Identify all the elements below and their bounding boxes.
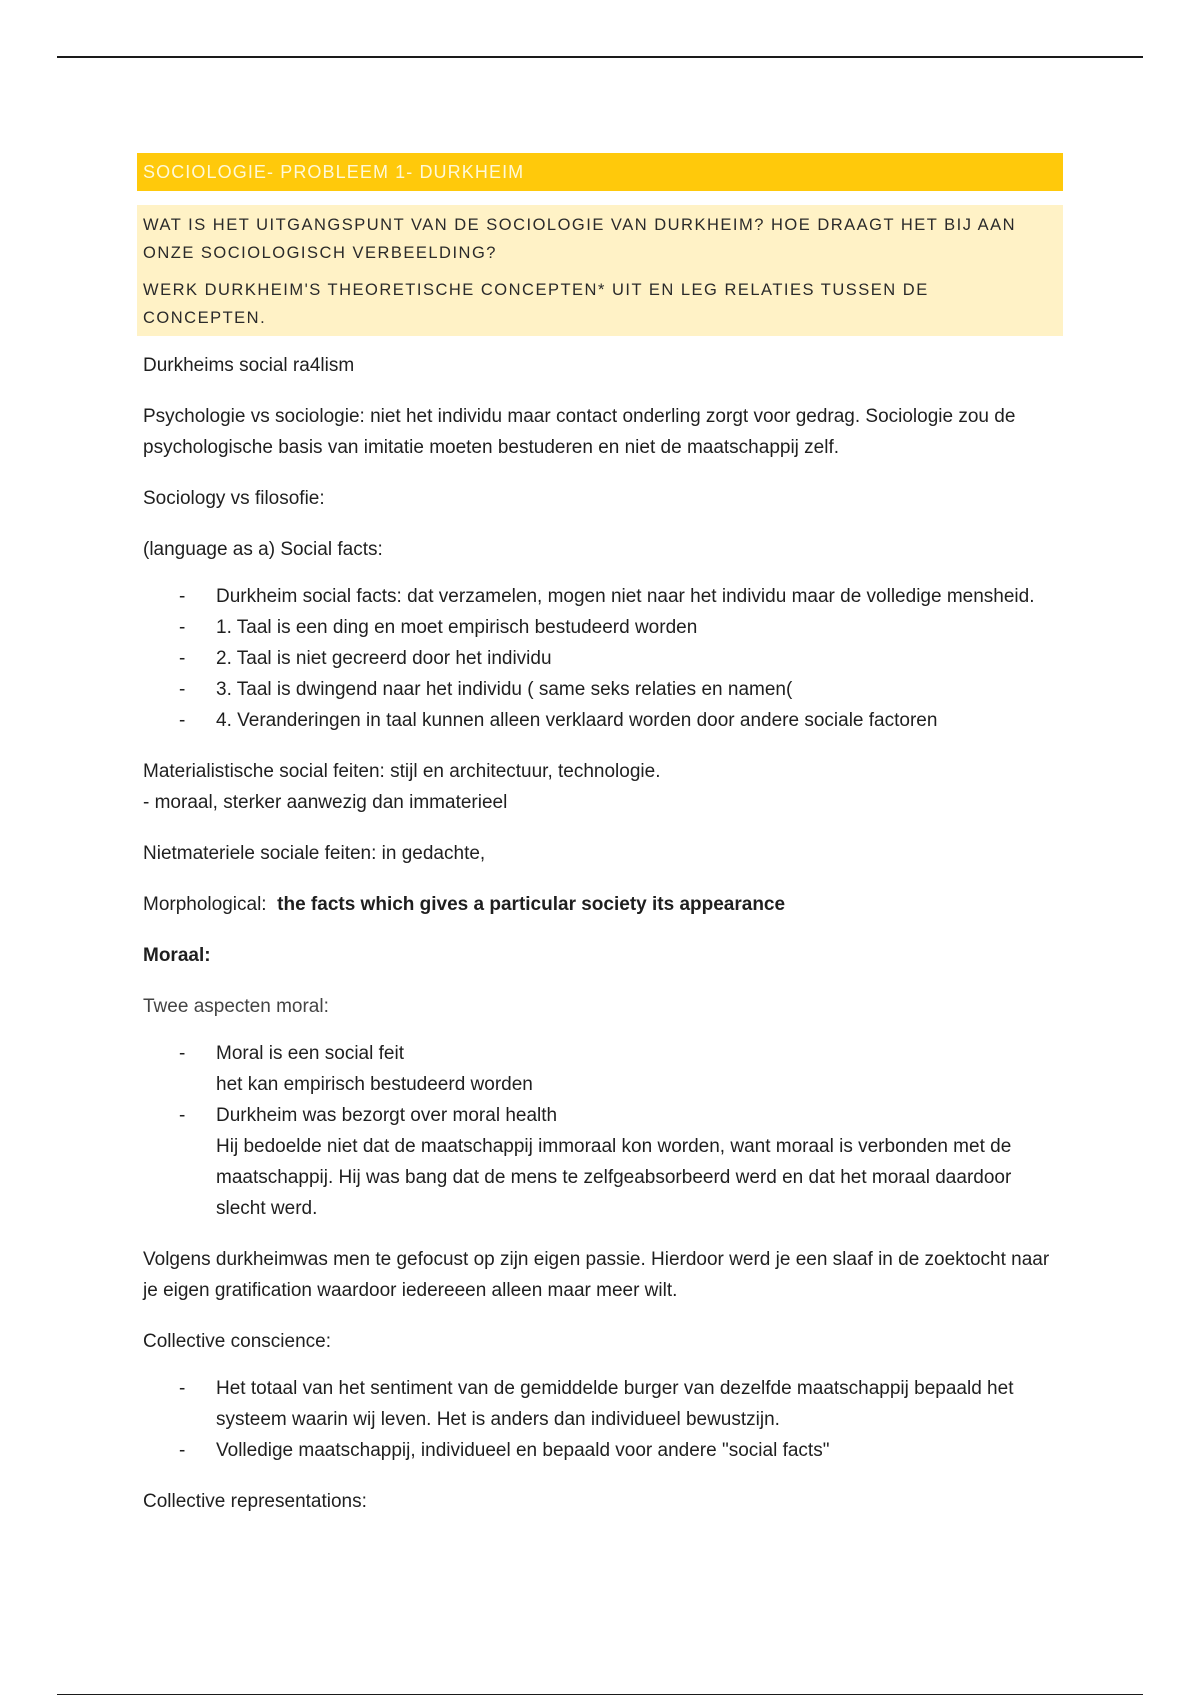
paragraph-morphological — [143, 889, 1063, 920]
footer-rule — [57, 1694, 1143, 1695]
paragraph-psychology-vs-sociology: Psychologie vs sociologie: niet het individu maar contact onderling zorgt voor gedrag. Sociologie zou de psychologische basis van imitatie moeten bestuderen en niet de maatschappij zelf. — [143, 406, 1016, 458]
header-rule — [57, 56, 1143, 58]
list-item: - 4. Veranderingen in taal kunnen alleen verklaard worden door andere sociale factoren — [143, 705, 1063, 736]
material-facts-line-2: - moraal, sterker aanwezig dan immaterieel — [143, 792, 508, 813]
paragraph-social-facts-heading: (language as a) Social facts: — [143, 539, 383, 560]
paragraph-passion: Volgens durkheimwas men te gefocust op zijn eigen passie. Hierdoor werd je een slaaf in de zoektocht naar je eigen gratification waardoor iedereeen alleen maar meer wilt. — [143, 1249, 1050, 1301]
document-body — [137, 153, 1063, 1537]
moral-item-1-line-1: - Moral is een social feit — [216, 1043, 404, 1064]
heading-moraal: Moraal: — [143, 945, 211, 966]
moral-aspects-list — [143, 1038, 1063, 1224]
question-1: WAT IS HET UITGANGSPUNT VAN DE SOCIOLOGIE VAN DURKHEIM? HOE DRAAGT HET BIJ AAN ONZE SOCIOLOGISCH VERBEELDING? — [143, 216, 1017, 262]
notes — [137, 350, 1063, 1517]
morphological-label: Morphological: — [143, 894, 267, 915]
list-item: - 2. Taal is niet gecreerd door het individu — [143, 643, 1063, 674]
material-facts-line-1: Materialistische social feiten: stijl en architectuur, technologie. — [143, 761, 661, 782]
moral-item-2-line-2: Hij bedoelde niet dat de maatschappij immoraal kon worden, want moraal is verbonden met de maatschappij. Hij was bang dat de mens te zelfgeabsorbeerd werd en dat het moraal daardoor slecht werd. — [216, 1136, 1012, 1219]
paragraph-material-facts — [143, 756, 1063, 818]
paragraph-two-aspects: Twee aspecten moral: — [143, 996, 329, 1017]
paragraph-collective-conscience: Collective conscience: — [143, 1331, 331, 1352]
document-title: SOCIOLOGIE- PROBLEEM 1- DURKHEIM — [137, 153, 1063, 191]
morphological-definition: the facts which gives a particular society its appearance — [277, 894, 786, 915]
question-box — [137, 205, 1063, 336]
list-item: - 3. Taal is dwingend naar het individu ( same seks relaties en namen( — [143, 674, 1063, 705]
list-item: - Het totaal van het sentiment van de gemiddelde burger van dezelfde maatschappij bepaald het systeem waarin wij leven. Het is anders dan individueel bewustzijn. — [143, 1373, 1063, 1435]
paragraph-collective-representations: Collective representations: — [143, 1491, 367, 1512]
paragraph-sociology-vs-philosophy: Sociology vs filosofie: — [143, 488, 325, 509]
moral-item-2-line-1: - Durkheim was bezorgt over moral health — [216, 1105, 558, 1126]
list-item: - 1. Taal is een ding en moet empirisch bestudeerd worden — [143, 612, 1063, 643]
conscience-list — [143, 1373, 1063, 1466]
moral-item-1-line-2: het kan empirisch bestudeerd worden — [216, 1074, 533, 1095]
paragraph-social-realism: Durkheims social ra4lism — [143, 355, 355, 376]
list-item: - Durkheim social facts: dat verzamelen, mogen niet naar het individu maar de volledige mensheid. — [143, 581, 1063, 612]
question-2: WERK DURKHEIM'S THEORETISCHE CONCEPTEN* UIT EN LEG RELATIES TUSSEN DE CONCEPTEN. — [143, 281, 929, 327]
paragraph-nonmaterial-facts: Nietmateriele sociale feiten: in gedachte, — [143, 843, 486, 864]
list-item: - Volledige maatschappij, individueel en bepaald voor andere "social facts" — [143, 1435, 1063, 1466]
list-item — [143, 1038, 1063, 1100]
social-facts-list — [143, 581, 1063, 736]
list-item — [143, 1100, 1063, 1224]
